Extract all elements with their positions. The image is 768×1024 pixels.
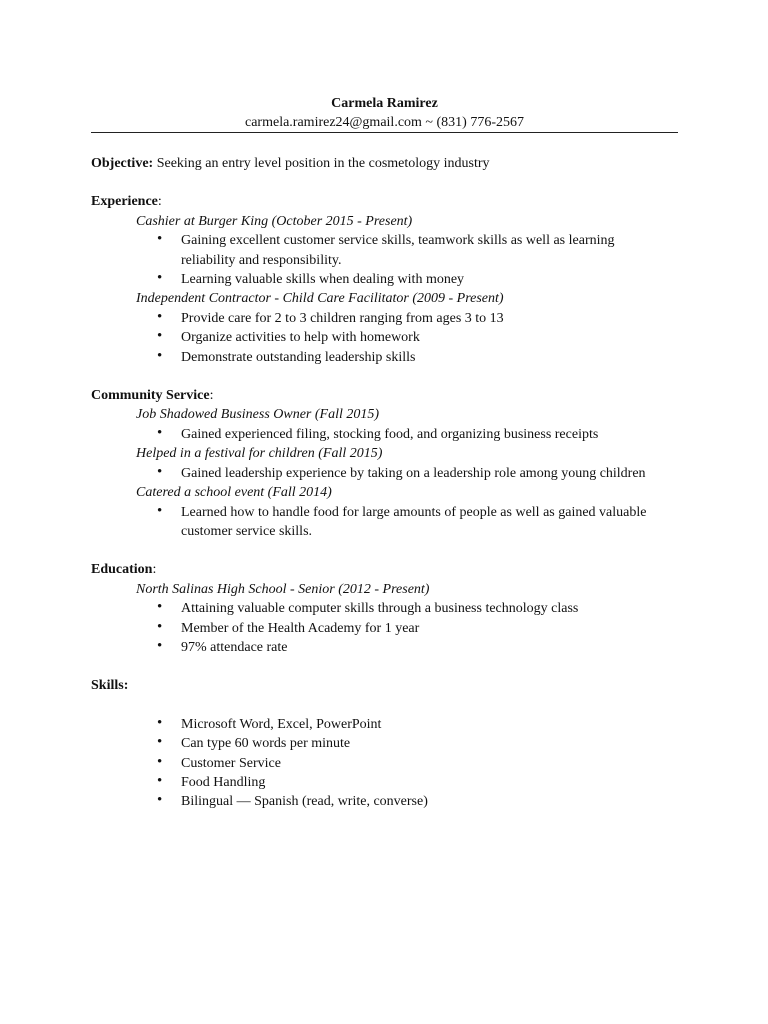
bullet-list [91,715,691,812]
bullet-list [91,599,691,657]
skills-section [91,676,691,811]
bullet-item: • Customer Service [181,754,651,773]
community-service-heading [91,386,691,405]
education-title: Education [91,562,153,578]
experience-colon: : [157,194,162,210]
objective-label: Objective: [91,156,154,171]
applicant-name: Carmela Ramirez [331,96,438,111]
contact-line: carmela.ramirez24@gmail.com ~ (831) 776-2567 [245,115,524,130]
education-section [91,560,691,657]
community-service-title: Community Service [91,388,210,404]
bullet-item: • Demonstrate outstanding leadership skills [181,348,651,367]
resume-header [91,94,678,132]
skills-title: Skills: [91,678,129,694]
experience-title: Experience [91,194,158,210]
role-title: North Salinas High School - Senior (2012 - Present) [136,581,430,597]
bullet-list [91,231,691,289]
bullet-list [91,425,691,444]
role-title: Catered a school event (Fall 2014) [136,485,332,501]
bullet-item: • Gained experienced filing, stocking food, and organizing business receipts [181,425,651,444]
experience-section [91,192,691,367]
bullet-item: • Food Handling [181,773,651,792]
objective-text: Seeking an entry level position in the cosmetology industry [156,156,490,171]
bullet-item: • Can type 60 words per minute [181,734,651,753]
bullet-list [91,309,691,367]
bullet-item: • Microsoft Word, Excel, PowerPoint [181,715,651,734]
bullet-item: • Member of the Health Academy for 1 year [181,619,651,638]
bullet-item: • Attaining valuable computer skills through a business technology class [181,599,651,618]
role-title: Cashier at Burger King (October 2015 - Present) [136,213,413,229]
bullet-item: • Bilingual — Spanish (read, write, converse) [181,792,651,811]
objective-line [91,154,691,173]
education-colon: : [152,562,157,578]
community-service-section [91,386,691,541]
education-heading [91,560,691,579]
bullet-item: • Gained leadership experience by taking on a leadership role among young children [181,464,651,483]
bullet-item: • 97% attendace rate [181,638,651,657]
community-service-colon: : [209,388,214,404]
role-title: Job Shadowed Business Owner (Fall 2015) [136,407,380,423]
header-divider [91,132,678,133]
role-title: Independent Contractor - Child Care Facilitator (2009 - Present) [136,291,504,307]
bullet-item: • Gaining excellent customer service skills, teamwork skills as well as learning reliability and responsibility. [181,231,651,270]
experience-heading [91,192,691,211]
bullet-list [91,464,691,483]
bullet-item: • Learning valuable skills when dealing with money [181,270,651,289]
resume-body [91,154,691,812]
bullet-list [91,503,691,542]
bullet-item: • Learned how to handle food for large amounts of people as well as gained valuable customer service skills. [181,503,651,542]
bullet-item: • Provide care for 2 to 3 children ranging from ages 3 to 13 [181,309,651,328]
skills-spacer [91,696,691,715]
role-title: Helped in a festival for children (Fall 2015) [136,446,383,462]
bullet-item: • Organize activities to help with homework [181,328,651,347]
